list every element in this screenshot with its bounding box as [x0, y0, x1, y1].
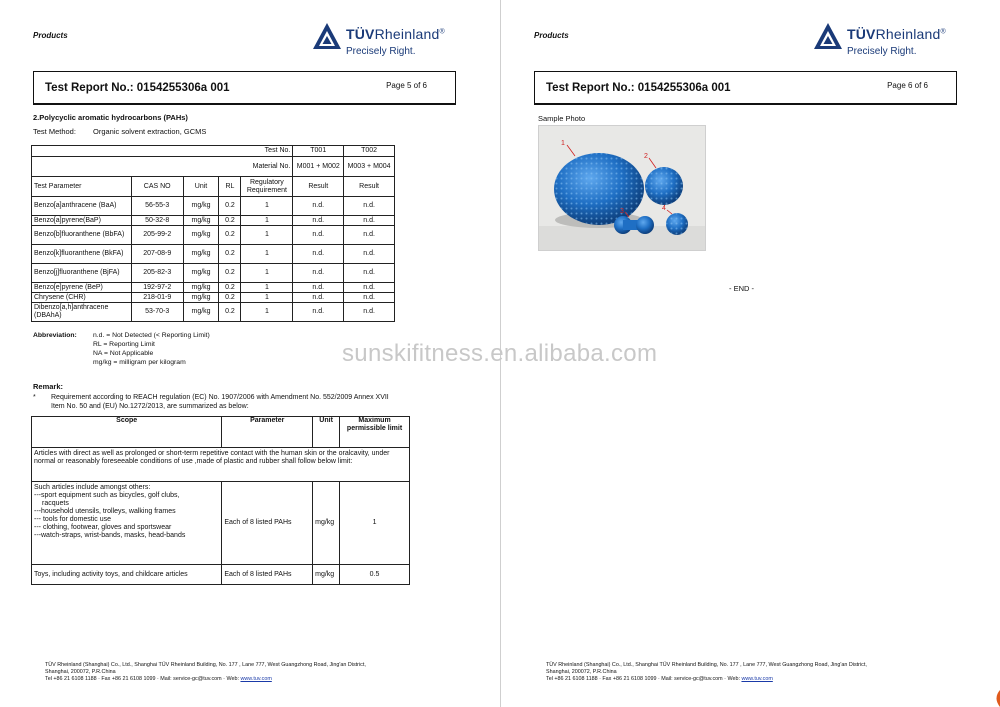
cell-parameter: Each of 8 listed PAHs — [222, 482, 313, 565]
cell-unit: mg/kg — [313, 565, 340, 585]
table-row — [32, 303, 395, 322]
tuv-logo — [312, 22, 472, 62]
report-number: Test Report No.: 0154255306a 001 — [45, 82, 230, 94]
marker-2: 2 — [644, 153, 648, 160]
scope-line: ---watch-straps, wrist-bands, masks, head-bands — [34, 532, 186, 539]
cell-cas: 53-70-3 — [131, 303, 183, 322]
end-marker: - END - — [729, 284, 754, 293]
cell-unit: mg/kg — [183, 226, 219, 245]
footer-city: Shanghai, 200072, P.R.China — [546, 669, 617, 675]
products-label: Products — [534, 31, 569, 40]
cell-param: Benzo[a]pyrene(BaP) — [32, 216, 132, 226]
table-row — [32, 197, 395, 216]
cell-unit: mg/kg — [313, 482, 340, 565]
scope-line: ---sport equipment such as bicycles, golf clubs, — [34, 492, 180, 499]
cell-req: 1 — [241, 245, 293, 264]
cell-unit: mg/kg — [183, 264, 219, 283]
table-row — [32, 293, 395, 303]
table-row — [32, 264, 395, 283]
cell-unit: mg/kg — [183, 293, 219, 303]
cell-result-2: n.d. — [344, 264, 395, 283]
scope-line: ---household utensils, trolleys, walking frames — [34, 508, 176, 515]
cell-req: 1 — [241, 283, 293, 293]
scope-line: racquets — [42, 500, 69, 507]
cell-result-1: n.d. — [293, 283, 344, 293]
report-number: Test Report No.: 0154255306a 001 — [546, 82, 731, 94]
scope-line: Such articles include amongst others: — [34, 484, 151, 491]
footer-contact — [45, 676, 465, 683]
marker-3: 3 — [620, 208, 624, 215]
footer-contact-text: Tel +86 21 6108 1188 · Fax +86 21 6108 1099 · Mail: service-gc@tuv.com · Web: — [45, 676, 239, 682]
cell-param: Dibenzo[a,h]anthracene (DBAhA) — [32, 303, 132, 322]
table-header-row — [32, 177, 395, 197]
logo-brand: TÜVRheinland® — [346, 26, 445, 42]
tuv-triangle-icon — [312, 22, 342, 50]
cell-rl: 0.2 — [219, 197, 241, 216]
page-footer — [45, 662, 465, 683]
cell-unit: mg/kg — [183, 303, 219, 322]
cell-rl: 0.2 — [219, 283, 241, 293]
table-row — [32, 283, 395, 293]
header-parameter: Parameter — [222, 417, 313, 448]
header-result-2: Result — [344, 177, 395, 197]
abbreviation-item: mg/kg = milligram per kilogram — [93, 359, 186, 366]
abbreviation-item: n.d. = Not Detected (< Reporting Limit) — [93, 332, 210, 339]
page-number: Page 6 of 6 — [887, 81, 928, 90]
abbreviation-label: Abbreviation: — [33, 332, 77, 339]
cell-result-2: n.d. — [344, 245, 395, 264]
cell-rl: 0.2 — [219, 226, 241, 245]
cell-rl: 0.2 — [219, 303, 241, 322]
footer-address: TÜV Rheinland (Shanghai) Co., Ltd., Shanghai TÜV Rheinland Building, No. 177 , Lane 777, West Guangzhong Road, Jing'an District, — [546, 662, 867, 668]
test-method-value: Organic solvent extraction, GCMS — [93, 127, 207, 136]
cell-param: Benzo[e]pyrene (BeP) — [32, 283, 132, 293]
test-no-label: Test No. — [32, 146, 293, 157]
cell-req: 1 — [241, 264, 293, 283]
cell-rl: 0.2 — [219, 245, 241, 264]
cell-result-2: n.d. — [344, 197, 395, 216]
limit-header-row — [32, 417, 410, 448]
cell-req: 1 — [241, 216, 293, 226]
scope-line: --- clothing, footwear, gloves and sportswear — [34, 524, 172, 531]
remark-body: Requirement according to REACH regulation (EC) No. 1907/2006 with Amendment No. 552/2009 Annex XVII Item No. 50 and (EU) No.1272/2013, are summarized as below: — [51, 394, 389, 410]
cell-rl: 0.2 — [219, 216, 241, 226]
watermark-text: sunskifitness.en.alibaba.com — [342, 340, 658, 367]
test-method-label: Test Method: — [33, 127, 76, 136]
footer-city: Shanghai, 200072, P.R.China — [45, 669, 116, 675]
cell-unit: mg/kg — [183, 216, 219, 226]
remark-bullet: * — [33, 394, 36, 401]
table-row — [32, 245, 395, 264]
footer-web-link[interactable]: www.tuv.com — [741, 676, 773, 682]
sample-photo — [538, 125, 706, 251]
cell-param: Benzo[j]fluoranthene (BjFA) — [32, 264, 132, 283]
section-title: 2.Polycyclic aromatic hydrocarbons (PAHs) — [33, 113, 188, 122]
abbreviation-block — [33, 331, 210, 367]
logo-tagline: Precisely Right. — [847, 46, 917, 57]
limit-intro-row — [32, 448, 410, 482]
cell-cas: 50-32-8 — [131, 216, 183, 226]
cell-cas: 192-97-2 — [131, 283, 183, 293]
products-label: Products — [33, 31, 68, 40]
cell-result-1: n.d. — [293, 226, 344, 245]
cell-result-1: n.d. — [293, 264, 344, 283]
cell-req: 1 — [241, 293, 293, 303]
table-row — [32, 482, 410, 565]
corner-edge-mark — [993, 690, 1000, 707]
material-no-2: M003 + M004 — [344, 157, 395, 177]
header-test-parameter: Test Parameter — [32, 177, 132, 197]
cell-rl: 0.2 — [219, 264, 241, 283]
cell-result-2: n.d. — [344, 216, 395, 226]
tuv-triangle-icon — [813, 22, 843, 50]
header-regulatory-requirement: Regulatory Requirement — [241, 177, 293, 197]
cell-result-2: n.d. — [344, 226, 395, 245]
marker-4: 4 — [662, 205, 666, 212]
table-row — [32, 216, 395, 226]
table-row — [32, 226, 395, 245]
cell-result-2: n.d. — [344, 303, 395, 322]
cell-cas: 56-55-3 — [131, 197, 183, 216]
cell-rl: 0.2 — [219, 293, 241, 303]
test-no-row — [32, 146, 395, 157]
report-number-box — [534, 71, 957, 105]
cell-req: 1 — [241, 303, 293, 322]
footer-web-link[interactable]: www.tuv.com — [240, 676, 272, 682]
cell-parameter: Each of 8 listed PAHs — [222, 565, 313, 585]
table-row — [32, 565, 410, 585]
header-cas-no: CAS NO — [131, 177, 183, 197]
remark-text — [33, 393, 403, 411]
pah-results-table — [31, 145, 395, 322]
cell-param: Benzo[b]fluoranthene (BbFA) — [32, 226, 132, 245]
cell-cas: 205-82-3 — [131, 264, 183, 283]
test-no-t002: T002 — [344, 146, 395, 157]
header-unit: Unit — [183, 177, 219, 197]
footer-contact-text: Tel +86 21 6108 1188 · Fax +86 21 6108 1099 · Mail: service-gc@tuv.com · Web: — [546, 676, 740, 682]
marker-1: 1 — [561, 140, 565, 147]
abbreviation-list — [93, 331, 210, 367]
cell-scope — [32, 482, 222, 565]
cell-cas: 205-99-2 — [131, 226, 183, 245]
abbreviation-item: RL = Reporting Limit — [93, 341, 155, 348]
cell-result-1: n.d. — [293, 293, 344, 303]
sample-balls-image — [539, 126, 706, 251]
report-number-box — [33, 71, 456, 105]
logo-tagline: Precisely Right. — [346, 46, 416, 57]
footer-address: TÜV Rheinland (Shanghai) Co., Ltd., Shanghai TÜV Rheinland Building, No. 177 , Lane 777, West Guangzhong Road, Jing'an District, — [45, 662, 366, 668]
cell-result-1: n.d. — [293, 197, 344, 216]
cell-param: Chrysene (CHR) — [32, 293, 132, 303]
test-no-t001: T001 — [293, 146, 344, 157]
header-max-limit: Maximum permissible limit — [340, 417, 410, 448]
cell-param: Benzo[a]anthracene (BaA) — [32, 197, 132, 216]
cell-req: 1 — [241, 197, 293, 216]
cell-cas: 207-08-9 — [131, 245, 183, 264]
remark-label: Remark: — [33, 382, 64, 391]
header-rl: RL — [219, 177, 241, 197]
cell-scope: Toys, including activity toys, and childcare articles — [32, 565, 222, 585]
test-method — [33, 127, 206, 136]
header-scope: Scope — [32, 417, 222, 448]
cell-req: 1 — [241, 226, 293, 245]
footer-contact — [546, 676, 966, 683]
cell-result-2: n.d. — [344, 293, 395, 303]
cell-result-1: n.d. — [293, 303, 344, 322]
cell-result-1: n.d. — [293, 245, 344, 264]
cell-param: Benzo[k]fluoranthene (BkFA) — [32, 245, 132, 264]
tuv-logo — [813, 22, 973, 62]
cell-result-2: n.d. — [344, 283, 395, 293]
material-no-1: M001 + M002 — [293, 157, 344, 177]
page-number: Page 5 of 6 — [386, 81, 427, 90]
reach-limit-table — [31, 416, 410, 585]
cell-unit: mg/kg — [183, 197, 219, 216]
cell-result-1: n.d. — [293, 216, 344, 226]
header-unit: Unit — [313, 417, 340, 448]
material-no-row — [32, 157, 395, 177]
logo-brand: TÜVRheinland® — [847, 26, 946, 42]
cell-limit: 1 — [340, 482, 410, 565]
cell-cas: 218-01-9 — [131, 293, 183, 303]
abbreviation-item: NA = Not Applicable — [93, 350, 154, 357]
cell-unit: mg/kg — [183, 283, 219, 293]
scope-line: --- tools for domestic use — [34, 516, 112, 523]
cell-limit: 0.5 — [340, 565, 410, 585]
limit-intro: Articles with direct as well as prolonged or short-term repetitive contact with the human skin or the oralcavity, under normal or reasonably foreseeable conditions of use ,made of plastic and rubber shall follow below limit: — [32, 448, 410, 482]
sample-photo-label: Sample Photo — [538, 114, 586, 123]
material-no-label: Material No. — [32, 157, 293, 177]
cell-unit: mg/kg — [183, 245, 219, 264]
page-footer — [546, 662, 966, 683]
header-result-1: Result — [293, 177, 344, 197]
